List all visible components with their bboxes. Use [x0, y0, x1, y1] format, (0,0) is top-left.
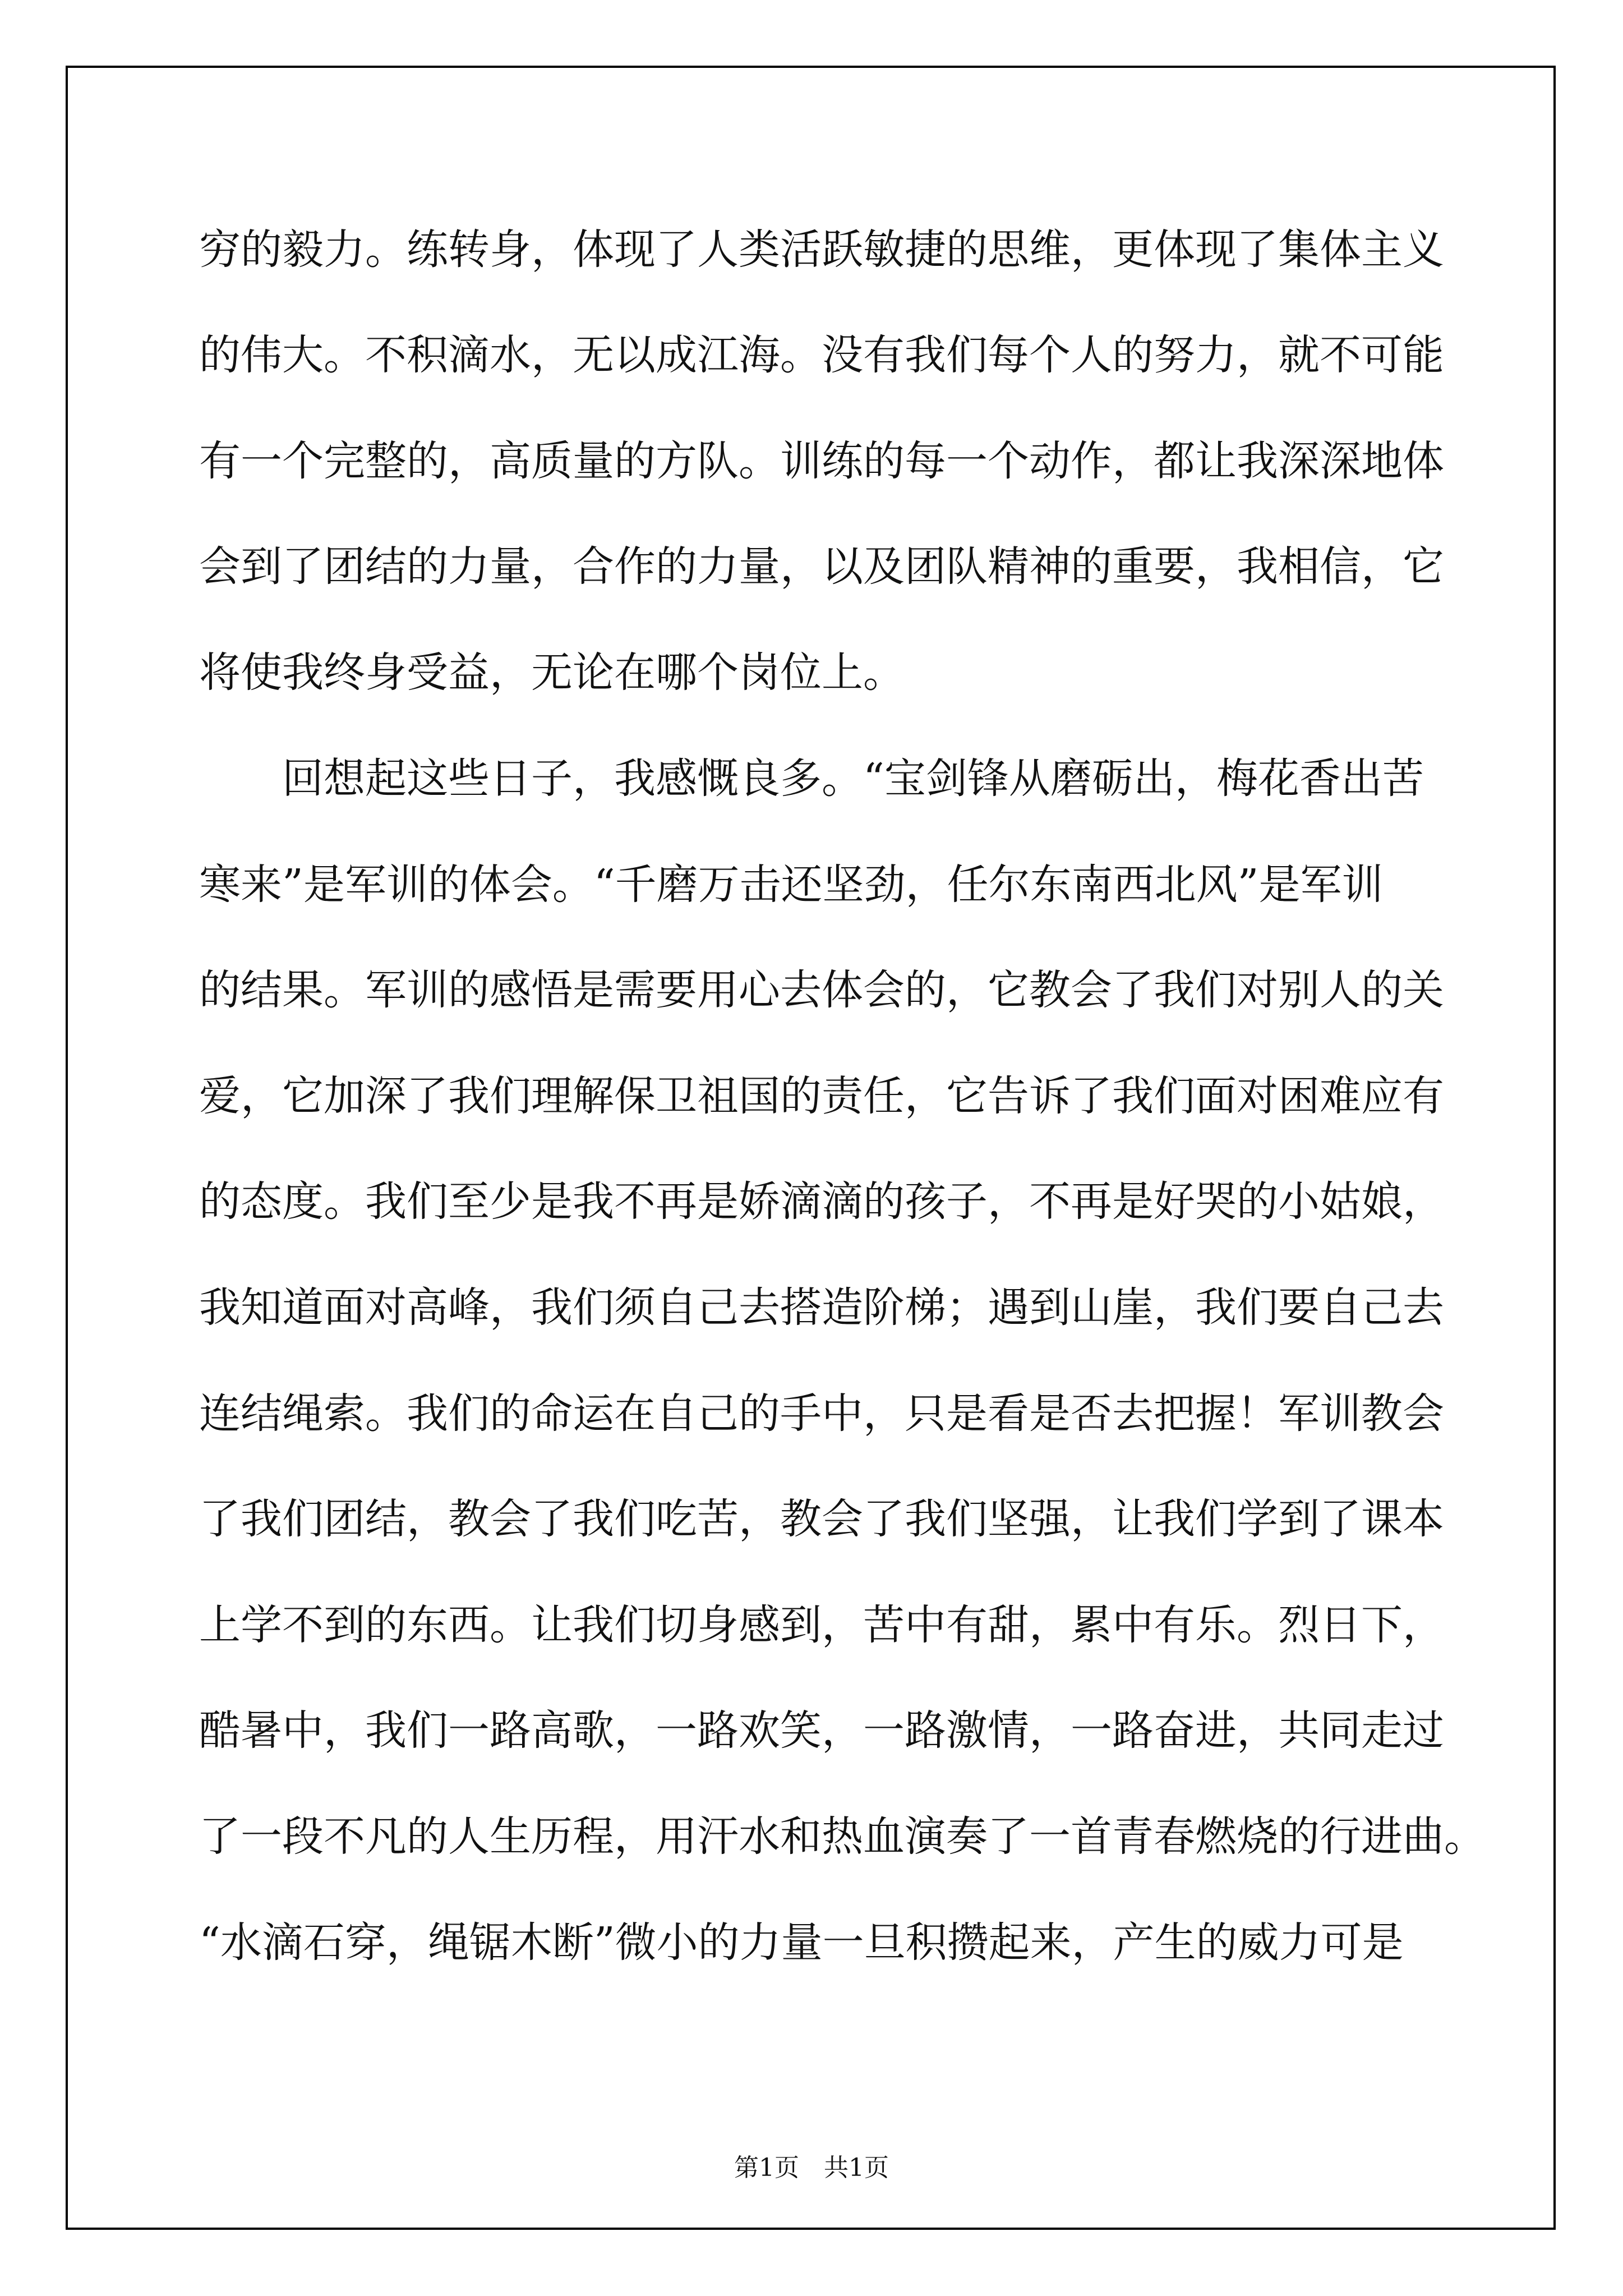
text-line: 连结绳索。我们的命运在自己的手中，只是看是否去把握！军训教会 — [199, 1389, 1444, 1438]
text-line: 穷的毅力。练转身，体现了人类活跃敏捷的思维，更体现了集体主义 — [199, 226, 1444, 274]
text-line: 了一段不凡的人生历程，用汗水和热血演奏了一首青春燃烧的行进曲。 — [199, 1812, 1486, 1861]
text-line: 酷暑中，我们一路高歌，一路欢笑，一路激情，一路奋进，共同走过 — [199, 1706, 1444, 1755]
text-line: 有一个完整的，高质量的方队。训练的每一个动作，都让我深深地体 — [199, 437, 1444, 485]
text-line: 上学不到的东西。让我们切身感到，苦中有甜，累中有乐。烈日下， — [199, 1601, 1444, 1649]
text-line: 回想起这些日子，我感慨良多。“宝剑锋从磨砺出，梅花香出苦 — [199, 754, 1424, 803]
page-border — [66, 66, 1556, 2230]
text-line: 会到了团结的力量，合作的力量，以及团队精神的重要，我相信，它 — [199, 542, 1444, 591]
text-line: 的伟大。不积滴水，无以成江海。没有我们每个人的努力，就不可能 — [199, 331, 1444, 379]
page-footer: 第1页 共1页 — [734, 2154, 889, 2182]
text-line: 我知道面对高峰，我们须自己去搭造阶梯；遇到山崖，我们要自己去 — [199, 1283, 1444, 1332]
text-line: 寒来”是军训的体会。“千磨万击还坚劲，任尔东南西北风”是军训 — [199, 861, 1384, 909]
text-line: 爱，它加深了我们理解保卫祖国的责任，它告诉了我们面对困难应有 — [199, 1072, 1444, 1120]
text-line: 的态度。我们至少是我不再是娇滴滴的孩子，不再是好哭的小姑娘， — [199, 1177, 1444, 1226]
text-line: “水滴石穿，绳锯木断”微小的力量一旦积攒起来，产生的威力可是 — [199, 1918, 1404, 1967]
text-line: 的结果。军训的感悟是需要用心去体会的，它教会了我们对别人的关 — [199, 966, 1444, 1014]
text-line: 了我们团结，教会了我们吃苦，教会了我们坚强，让我们学到了课本 — [199, 1495, 1444, 1543]
text-line: 将使我终身受益，无论在哪个岗位上。 — [199, 648, 905, 697]
